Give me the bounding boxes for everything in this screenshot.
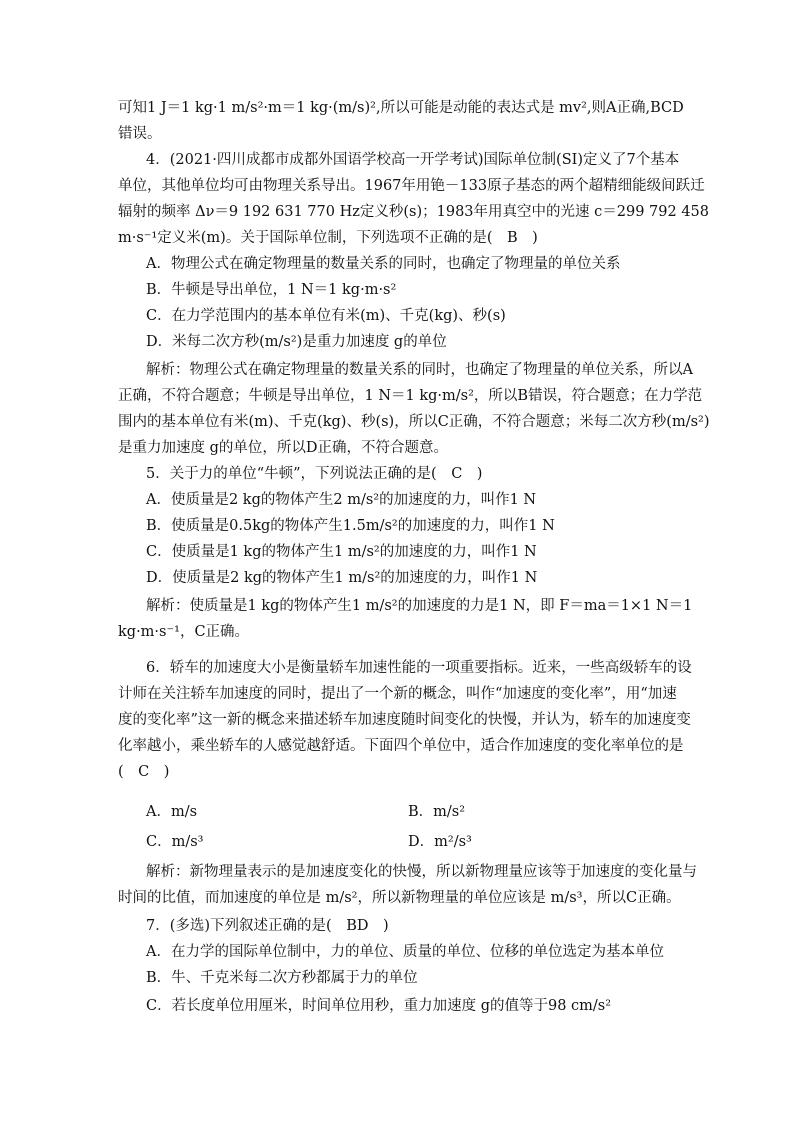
analysis-6: 解析：新物理量表示的是加速度变化的快慢，所以新物理量应该等于加速度的变化量与 xyxy=(146,864,697,880)
text-line: 时间的比值，而加速度的单位是 m/s²，所以新物理量的单位应该是 m/s³，所以C正确。 xyxy=(118,890,681,906)
question-7-stem: 7．(多选)下列叙述正确的是( BD ) xyxy=(146,918,389,934)
option-d: D．使质量是2 kg的物体产生1 m/s²的加速度的力，叫作1 N xyxy=(146,570,538,586)
option-c: C．m/s³ xyxy=(146,834,204,850)
option-a: A．使质量是2 kg的物体产生2 m/s²的加速度的力，叫作1 N xyxy=(146,492,537,508)
text-line: 辐射的频率 Δν＝9 192 631 770 Hz定义秒(s)；1983年用真空中的光速 c＝299 792 458 xyxy=(118,204,710,220)
text-line: 单位，其他单位均可由物理关系导出。1967年用铯－133原子基态的两个超精细能级间跃迁 xyxy=(118,178,705,194)
option-c: C．使质量是1 kg的物体产生1 m/s²的加速度的力，叫作1 N xyxy=(146,544,537,560)
option-d: D．米每二次方秒(m/s²)是重力加速度 g的单位 xyxy=(146,334,447,350)
option-a: A．在力学的国际单位制中，力的单位、质量的单位、位移的单位选定为基本单位 xyxy=(146,944,664,960)
question-6-stem: 6．轿车的加速度大小是衡量轿车加速性能的一项重要指标。近来，一些高级轿车的设 xyxy=(146,660,692,676)
option-b: B．使质量是0.5kg的物体产生1.5m/s²的加速度的力，叫作1 N xyxy=(146,518,555,534)
text-line: m·s⁻¹定义米(m)。关于国际单位制，下列选项不正确的是( B ) xyxy=(118,230,538,246)
analysis-5: 解析：使质量是1 kg的物体产生1 m/s²的加速度的力是1 N，即 F＝ma＝1×1 N＝1 xyxy=(146,598,693,614)
text-line: 度的变化率”这一新的概念来描述轿车加速度随时间变化的快慢，并认为，轿车的加速度变 xyxy=(118,712,691,728)
text-line: 计师在关注轿车加速度的同时，提出了一个新的概念，叫作“加速度的变化率”，用“加速 xyxy=(118,686,677,702)
text-line: kg·m·s⁻¹，C正确。 xyxy=(118,624,250,640)
answer-6: ( C ) xyxy=(118,764,170,780)
option-c: C．在力学范围内的基本单位有米(m)、千克(kg)、秒(s) xyxy=(146,308,506,324)
option-b: B．牛、千克米每二次方秒都属于力的单位 xyxy=(146,970,418,986)
option-d: D．m²/s³ xyxy=(408,834,472,850)
text-line: 正确，不符合题意；牛顿是导出单位，1 N＝1 kg·m/s²，所以B错误，符合题意；在力学范 xyxy=(118,388,703,404)
option-c: C．若长度单位用厘米，时间单位用秒，重力加速度 g的值等于98 cm/s² xyxy=(146,998,612,1014)
option-a: A．m/s xyxy=(146,804,198,820)
text-line: 可知1 J＝1 kg·1 m/s²·m＝1 kg·(m/s)²,所以可能是动能的表达式是 mv²,则A正确,BCD xyxy=(118,100,684,116)
text-line: 化率越小，乘坐轿车的人感觉越舒适。下面四个单位中，适合作加速度的变化率单位的是 xyxy=(118,738,684,754)
text-line: 错误。 xyxy=(118,126,162,142)
option-b: B．牛顿是导出单位，1 N＝1 kg·m·s² xyxy=(146,282,397,298)
text-line: 是重力加速度 g的单位，所以D正确，不符合题意。 xyxy=(118,440,449,456)
option-b: B．m/s² xyxy=(408,804,466,820)
question-5-stem: 5．关于力的单位“牛顿”，下列说法正确的是( C ) xyxy=(146,466,483,482)
text-line: 围内的基本单位有米(m)、千克(kg)、秒(s)，所以C正确，不符合题意；米每二次方秒(m/s²) xyxy=(118,414,710,430)
analysis-4: 解析：物理公式在确定物理量的数量关系的同时，也确定了物理量的单位关系，所以A xyxy=(146,362,693,378)
option-a: A．物理公式在确定物理量的数量关系的同时，也确定了物理量的单位关系 xyxy=(146,256,621,272)
question-4-stem: 4．(2021·四川成都市成都外国语学校高一开学考试)国际单位制(SI)定义了7个基本 xyxy=(146,152,680,168)
